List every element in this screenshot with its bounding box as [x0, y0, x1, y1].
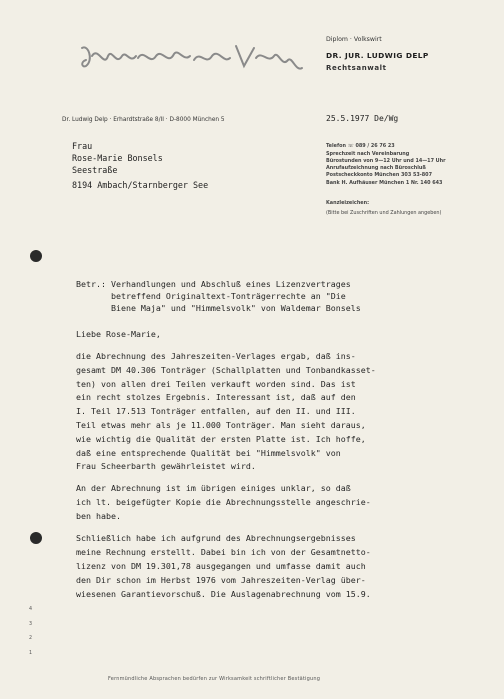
contact-info-line: Postscheckkonto München 303 53-807 — [326, 172, 432, 178]
letterhead-name: DR. JUR. LUDWIG DELP — [326, 51, 429, 60]
punch-hole — [30, 532, 42, 544]
subject-line: Biene Maja" und "Himmelsvolk" von Waldemar Bonsels — [76, 303, 361, 313]
body-line: den Dir schon im Herbst 1976 vom Jahreszeiten-Verlag über- — [76, 575, 366, 585]
body-line: Teil etwas mehr als je 11.000 Tonträger. Man sieht daraus, — [76, 420, 366, 430]
subject-line: Betr.: Verhandlungen und Abschluß eines Lizenzvertrages — [76, 279, 351, 289]
contact-info-line: Telefon ☏ 089 / 26 76 23 — [326, 143, 395, 149]
body-line: wiesenen Garantievorschuß. Die Auslagenabrechnung vom 15.9. — [76, 589, 371, 599]
body-line: ten) von allen drei Teilen verkauft worden sind. Das ist — [76, 379, 356, 389]
body-line: lizenz von DM 19.301,78 ausgegangen und umfasse damit auch — [76, 561, 366, 571]
body-line: Frau Scheerbarth gewährleistet wird. — [76, 461, 256, 471]
kanzlei-hint: (Bitte bei Zuschriften und Zahlungen angeben) — [326, 210, 442, 216]
contact-info-line: Bürostunden von 9—12 Uhr und 14—17 Uhr — [326, 158, 446, 164]
body-line: An der Abrechnung ist im übrigen einiges unklar, so daß — [76, 483, 351, 493]
subject-line: betreffend Originaltext-Tonträgerrechte an "Die — [76, 291, 346, 301]
letterhead-role: Rechtsanwalt — [326, 64, 387, 72]
punch-hole — [30, 250, 42, 262]
kanzlei-label: Kanzleizeichen: — [326, 200, 370, 206]
margin-tick: 1 — [29, 651, 33, 656]
margin-tick: 4 — [29, 607, 33, 612]
body-line: die Abrechnung des Jahreszeiten-Verlages ergab, daß ins- — [76, 351, 356, 361]
date-reference: 25.5.1977 De/Wg — [326, 114, 399, 123]
margin-tick: 2 — [29, 636, 33, 641]
contact-info-line: Anrufaufzeichnung nach Büroschluß — [326, 165, 426, 171]
salutation: Liebe Rose-Marie, — [76, 329, 161, 339]
body-line: gesamt DM 40.306 Tonträger (Schallplatten und Tonbandkasset- — [76, 365, 376, 375]
body-line: meine Rechnung erstellt. Dabei bin ich von der Gesamtnetto- — [76, 547, 371, 557]
contact-info-line: Bank H. Aufhäuser München 1 Nr. 140 643 — [326, 180, 443, 186]
footer-note: Fernmündliche Absprachen bedürfen zur Wirksamkeit schriftlicher Bestätigung — [108, 676, 321, 682]
recipient-line: Frau — [72, 141, 93, 151]
body-line: ein recht stolzes Ergebnis. Interessant ist, daß auf den — [76, 392, 356, 402]
recipient-line: Seestraße — [72, 165, 118, 175]
body-line: daß eine entsprechende Qualität bei "Himmelsvolk" von — [76, 448, 341, 458]
contact-info-line: Sprechzeit nach Vereinbarung — [326, 151, 410, 157]
sender-address-line: Dr. Ludwig Delp · Erhardtstraße 8/II · D-8000 München 5 — [62, 117, 225, 123]
margin-tick: 3 — [29, 622, 33, 627]
body-line: ben habe. — [76, 511, 121, 521]
body-line: ich lt. beigefügter Kopie die Abrechnungsstelle angeschrie- — [76, 497, 371, 507]
letterhead-title: Diplom · Volkswirt — [326, 36, 382, 43]
body-line: wie wichtig die Qualität der ersten Platte ist. Ich hoffe, — [76, 434, 366, 444]
body-line: Schließlich habe ich aufgrund des Abrechnungsergebnisses — [76, 533, 356, 543]
recipient-line: Rose-Marie Bonsels — [72, 153, 163, 163]
handwritten-publisher-script — [78, 38, 308, 78]
recipient-line: 8194 Ambach/Starnberger See — [72, 180, 209, 190]
body-line: I. Teil 17.513 Tonträger entfallen, auf den II. und III. — [76, 406, 356, 416]
